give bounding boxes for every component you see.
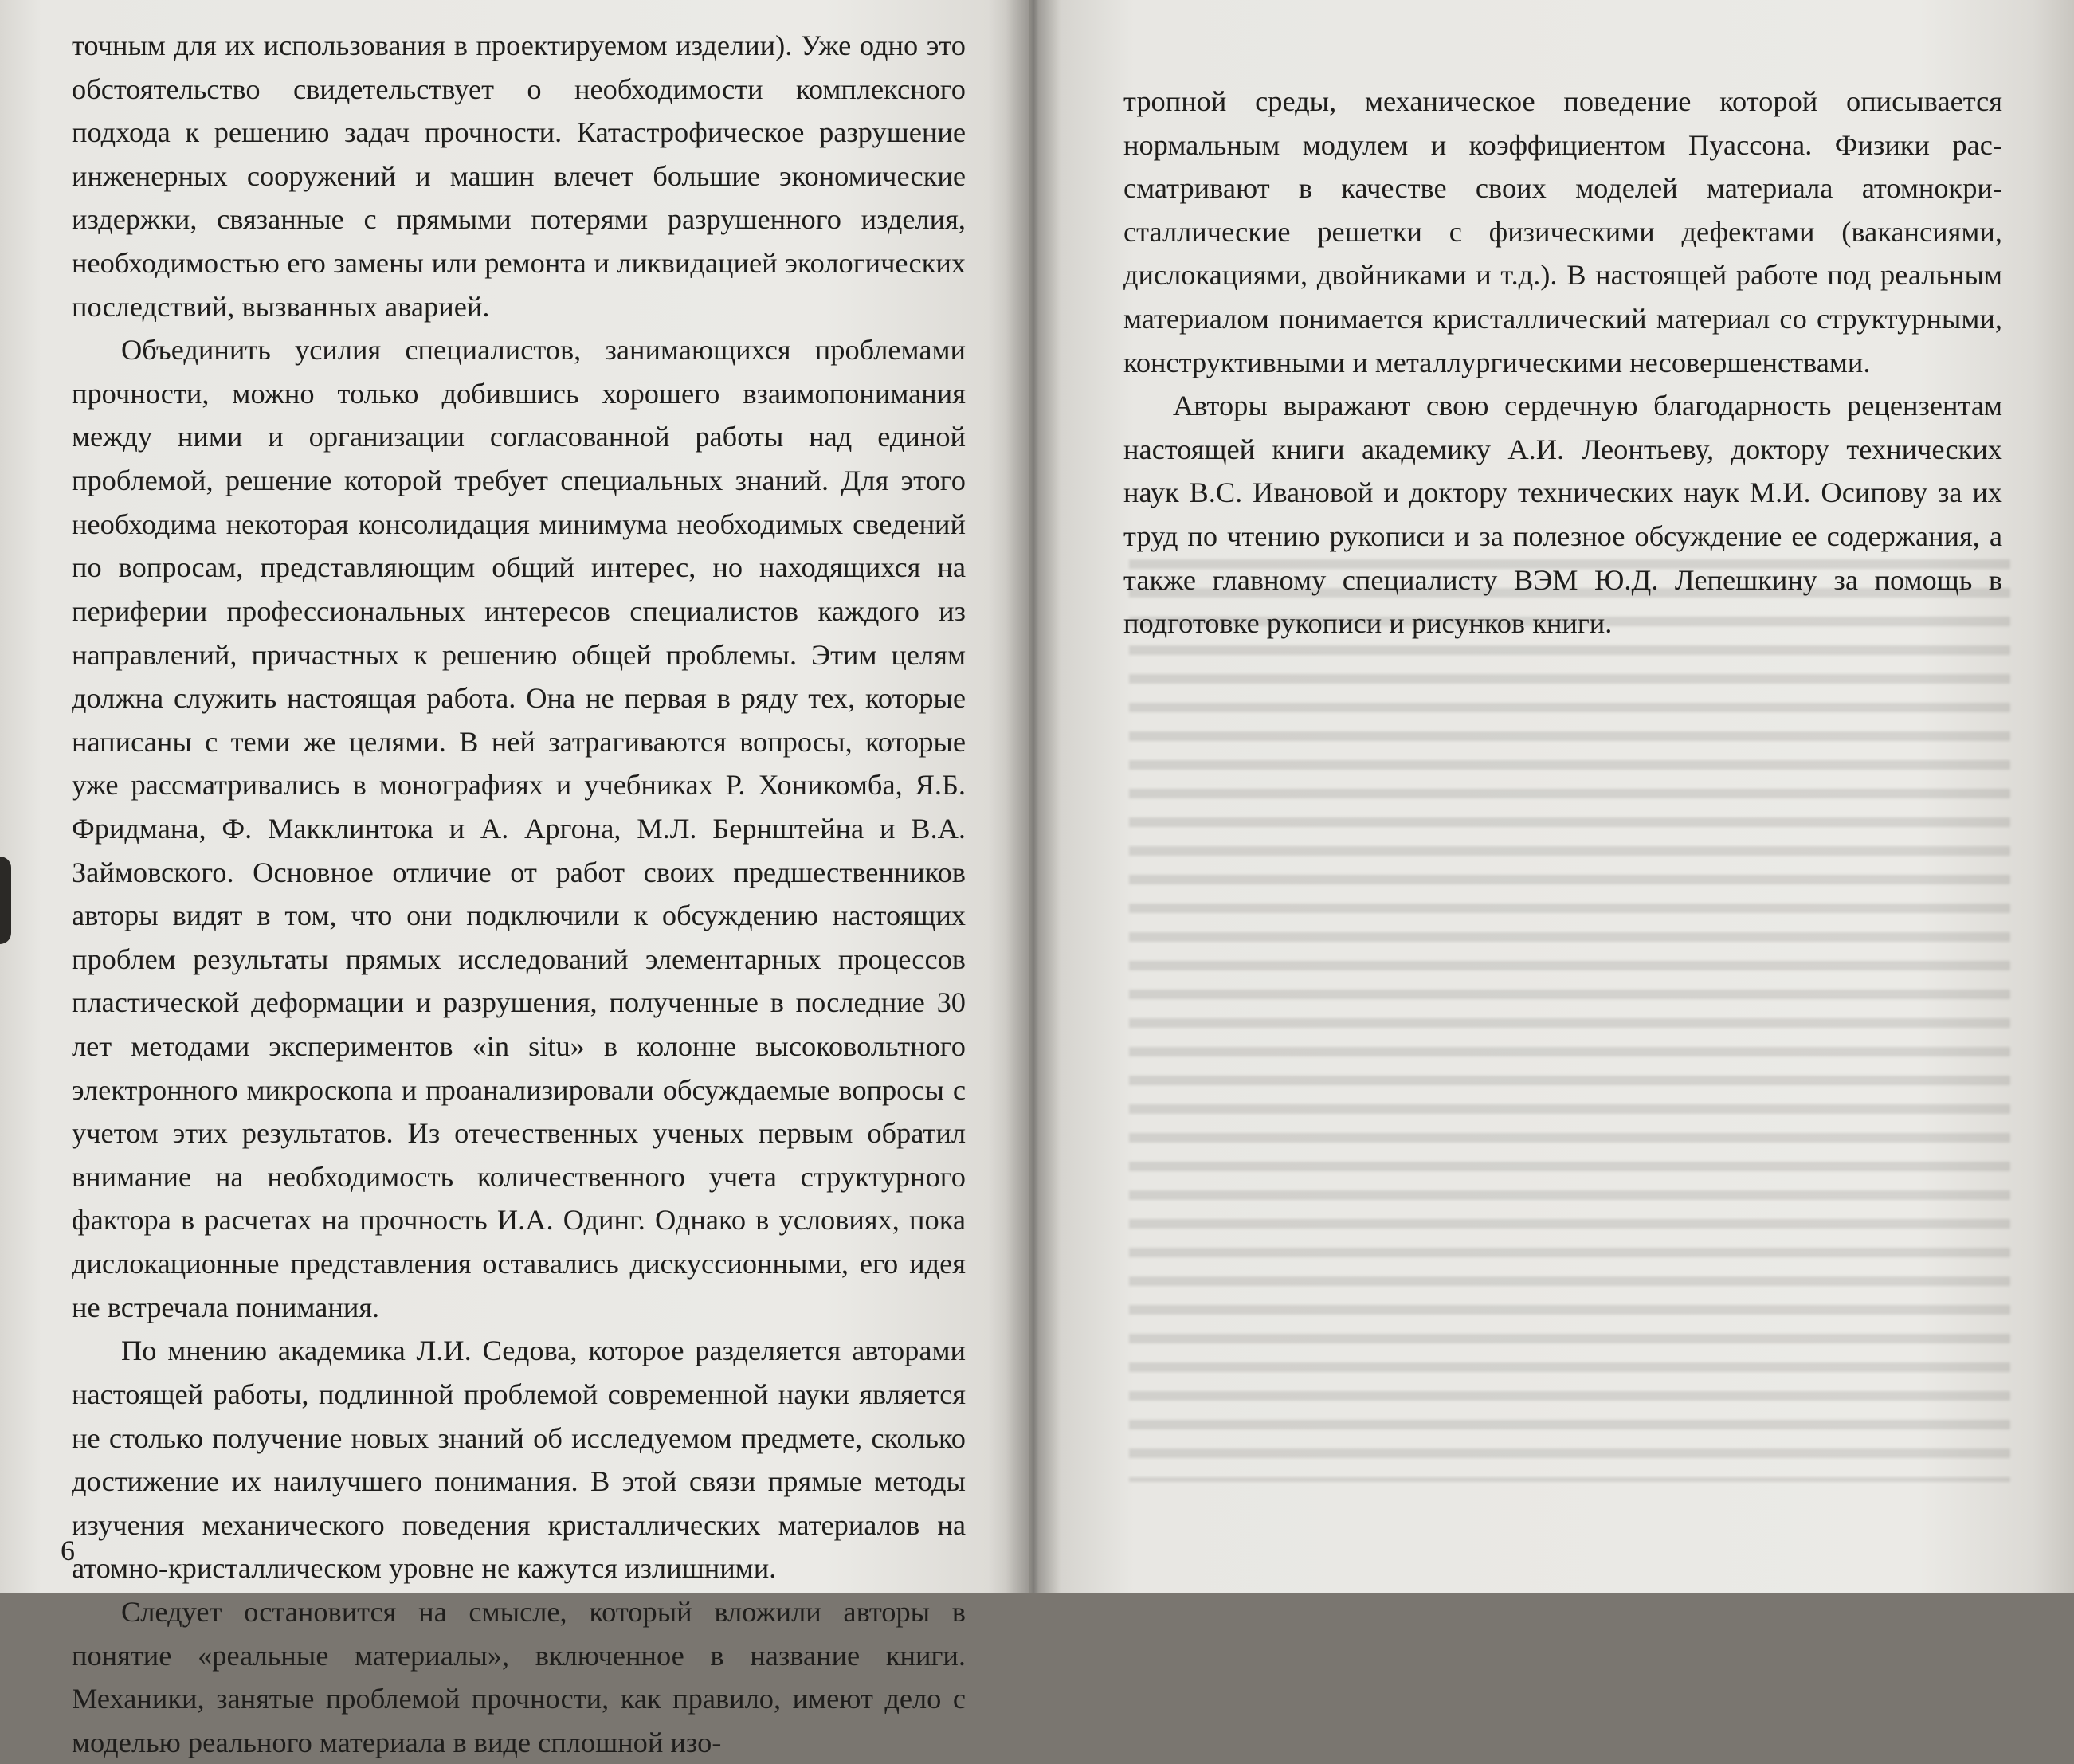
left-paragraph-2: Объединить усилия специалистов, занимающихся проблемами прочности, можно только добившись хорошего взаимопонимания между ними и организации согласованной работы над единой проблемой, решение которой требует специальных знаний. Для этого необходима некоторая консолидация минимума необходимых сведений по вопросам, представляющим общий интерес, но находящихся на периферии профессиональных интересов специалистов каждого из направлений, причастных к решению общей проблемы. Этим целям должна служить настоящая работа. Она не первая в ряду тех, которые написаны с теми же целями. В ней затрагиваются вопросы, которые уже рассматривались в монографиях и учебниках Р. Хоникомба, Я.Б. Фридмана, Ф. Макклинтока и А. Аргона, М.Л. Бернштейна и В.А. Займовского. Основное отличие от работ своих предшественников авторы видят в том, что они подключили к обсуждению настоящих проблем результаты прямых исследований элементарных процессов пластической деформации и разрушения, полученные в последние 30 лет методами экспериментов «in situ» в колонне высоковольтного электронного микроскопа и проанализировали обсуждаемые вопросы с учетом этих результатов. Из отечественных ученых первым обратил внимание на необходимость количественного учета структурного фактора в расчетах на прочность И.А. Одинг. Однако в условиях, пока дислокационные представления оставались дискуссионными, его идея не встречала понимания. [72, 334, 966, 1323]
right-paragraph-1: тропной среды, механическое поведение которой описывается нормальным модулем и коэффициентом Пуассона. Физики рассматривают в качестве своих моделей материала атомнокристаллические решетки с физическими дефектами (вакансиями, дислокациями, двойниками и т.д.). В настоящей работе под реальным материалом понимается кристаллический материал со структурными, конструктивными и металлургическими несовершенствами. [1123, 85, 2002, 378]
left-page-text [72, 24, 966, 1764]
left-paragraph-1: точным для их использования в проектируемом изделии). Уже одно это обстоятельство свидетельствует о необходимости комплексного подхода к решению задач прочности. Катастрофическое разрушение инженерных сооружений и машин влечет большие экономические издержки, связанные с прямыми потерями разрушенного изделия, необходимостью его замены или ремонта и ликвидацией экологических последствий, вызванных аварией. [72, 29, 966, 323]
binding-ring [0, 857, 11, 944]
right-page-text [1123, 80, 2002, 645]
left-paragraph-3: По мнению академика Л.И. Седова, которое разделяется авторами настоящей работы, подлинной проблемой современной науки является не столько получение новых знаний об исследуемом предмете, сколько достижение их наилучшего понимания. В этой связи прямые методы изучения механического поведения кристаллических материалов на атомно-кристаллическом уровне не кажутся излишними. [72, 1335, 966, 1585]
left-page [0, 0, 1029, 1758]
show-through-text [1129, 550, 2010, 1482]
right-paragraph-2: Авторы выражают свою сердечную благодарность рецензентам настоящей книги академику А.И. Леонтьеву, доктору технических наук В.С. Ивановой и доктору технических наук М.И. Осипову за их труд по чтению рукописи и за полезное обсуждение ее содержания, а также главному специалисту ВЭМ Ю.Д. Лепешкину за помощь в подготовке рукописи и рисунков книги. [1123, 390, 2002, 640]
right-page [1029, 0, 2074, 1593]
page-number-left: 6 [61, 1535, 75, 1566]
left-paragraph-4: Следует остановится на смысле, который вложили авторы в понятие «реальные материалы», включенное в название книги. Механики, занятые проблемой прочности, как правило, имеют дело с моделью реального материала в виде сплошной изо- [72, 1595, 966, 1758]
